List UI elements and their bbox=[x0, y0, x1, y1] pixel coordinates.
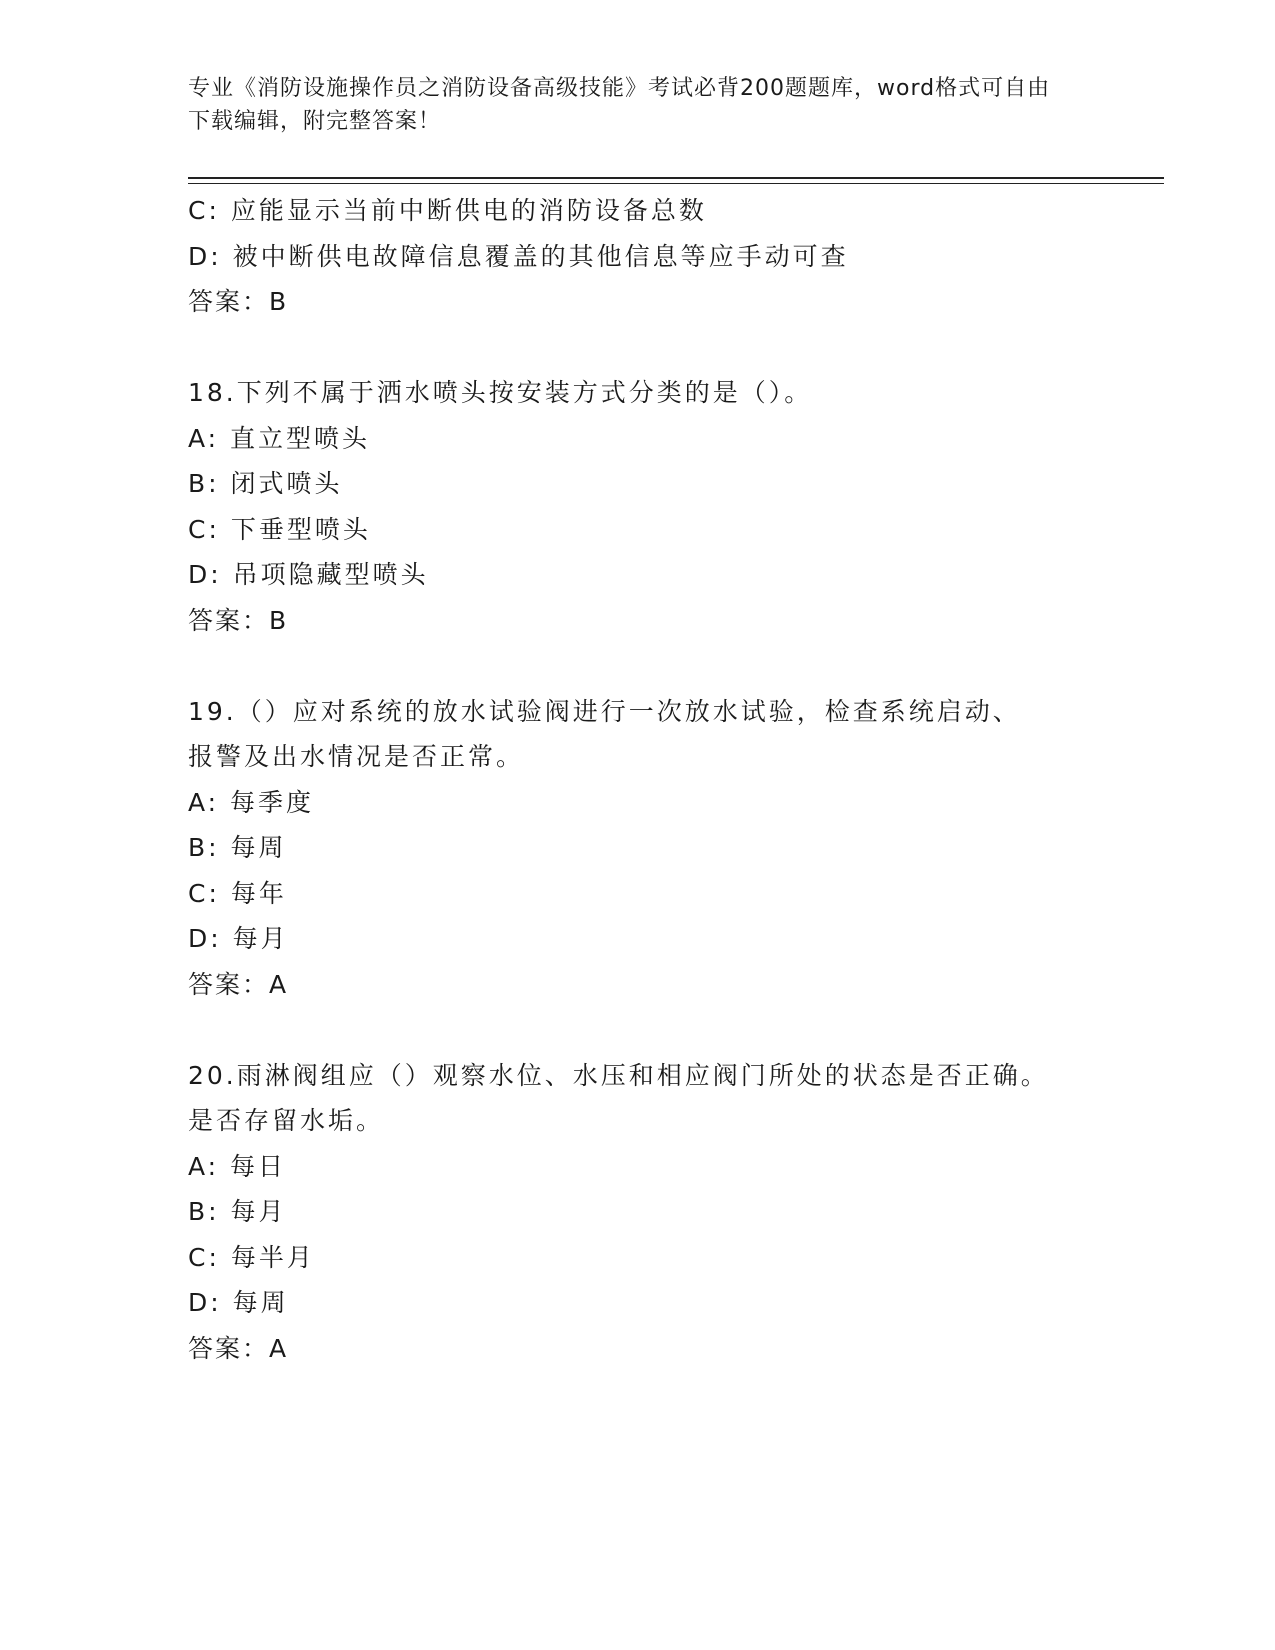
question-17-continuation bbox=[188, 188, 1088, 325]
header-divider-thin bbox=[188, 183, 1164, 184]
option-d: D: 吊项隐藏型喷头 bbox=[188, 560, 429, 589]
question-stem: 20.雨淋阀组应（）观察水位、水压和相应阀门所处的状态是否正确。是否存留水垢。 bbox=[188, 1060, 1049, 1135]
spacer bbox=[188, 1007, 1088, 1053]
question-20 bbox=[188, 1053, 1088, 1372]
answer-label: 答案：A bbox=[188, 969, 289, 999]
question-19 bbox=[188, 689, 1088, 1008]
option-c: C: 下垂型喷头 bbox=[188, 514, 371, 544]
question-18 bbox=[188, 370, 1088, 643]
question-stem: 19.（）应对系统的放水试验阀进行一次放水试验，检查系统启动、报警及出水情况是否正常。 bbox=[188, 696, 1021, 771]
spacer bbox=[188, 643, 1088, 689]
option-b: B: 闭式喷头 bbox=[188, 469, 343, 498]
option-d: D: 每月 bbox=[188, 924, 289, 953]
answer-label: 答案：B bbox=[188, 605, 289, 635]
question-list bbox=[188, 188, 1088, 1371]
answer-label: 答案：B bbox=[188, 287, 289, 316]
document-header: 专业《消防设施操作员之消防设备高级技能》考试必背200题题库，word格式可自由下载编辑，附完整答案！ bbox=[188, 76, 1051, 134]
option-c: C: 每半月 bbox=[188, 1242, 315, 1272]
spacer bbox=[188, 325, 1088, 371]
option-c: C: 每年 bbox=[188, 878, 287, 908]
option-a: A: 每日 bbox=[188, 1151, 287, 1181]
header-divider-thick bbox=[188, 177, 1164, 179]
answer-label: 答案：A bbox=[188, 1333, 289, 1363]
option-a: A: 每季度 bbox=[188, 787, 315, 817]
option-b: B: 每周 bbox=[188, 833, 287, 862]
option-a: A: 直立型喷头 bbox=[188, 423, 371, 453]
question-stem: 18.下列不属于洒水喷头按安装方式分类的是（）。 bbox=[188, 378, 813, 407]
option-c: C: 应能显示当前中断供电的消防设备总数 bbox=[188, 196, 707, 225]
option-d: D: 被中断供电故障信息覆盖的其他信息等应手动可查 bbox=[188, 241, 849, 271]
option-b: B: 每月 bbox=[188, 1197, 287, 1226]
option-d: D: 每周 bbox=[188, 1288, 289, 1317]
